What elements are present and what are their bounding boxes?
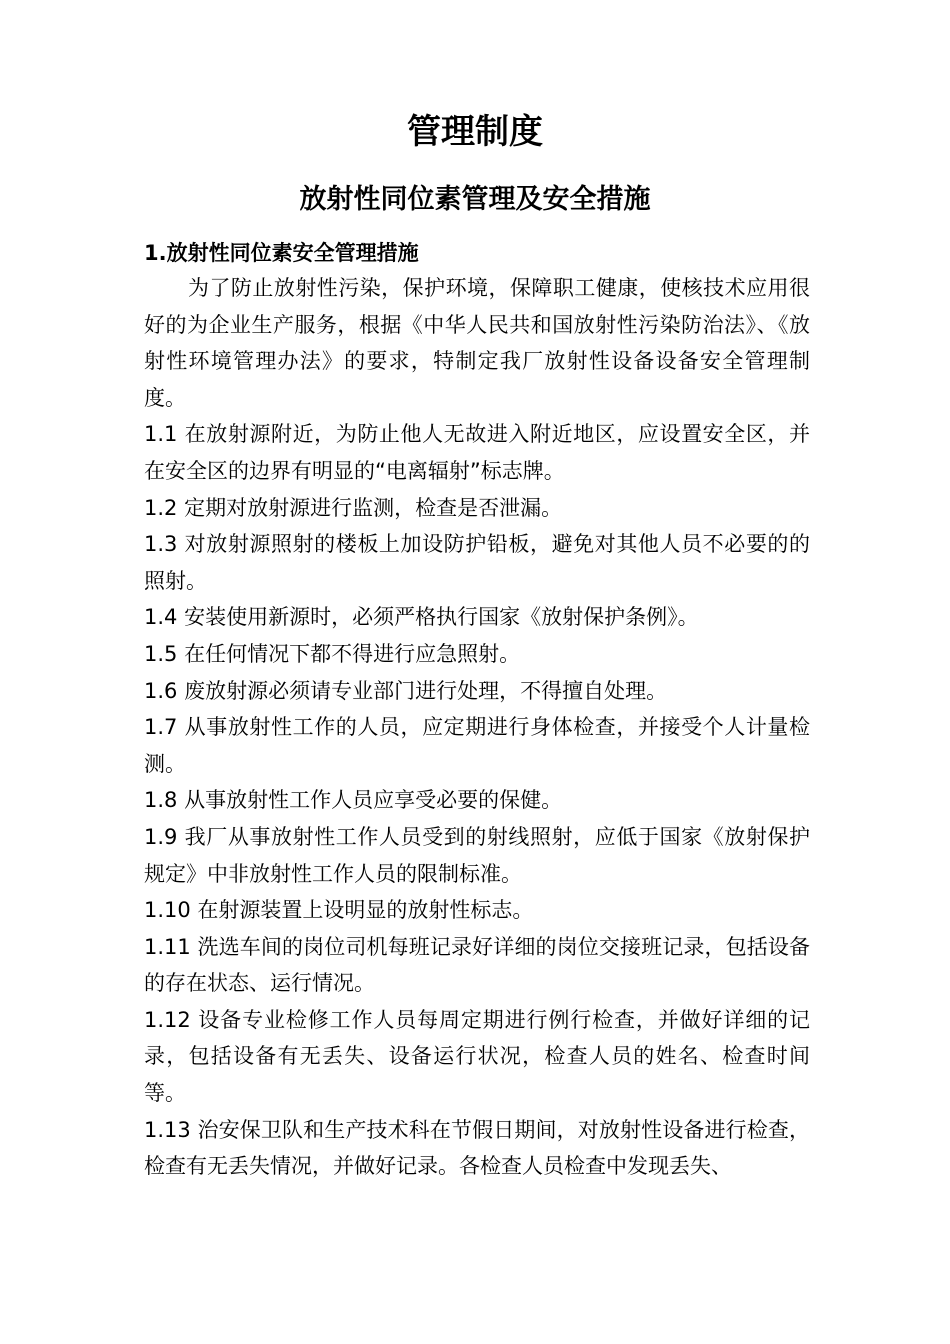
list-item: 1.1 在放射源附近，为防止他人无故进入附近地区，应设置安全区，并在安全区的边界有明显的“电离辐射”标志牌。 — [144, 422, 810, 483]
list-item: 1.9 我厂从事放射性工作人员受到的射线照射，应低于国家《放射保护规定》中非放射性工作人员的限制标准。 — [144, 824, 810, 886]
list-item: 1.3 对放射源照射的楼板上加设防护铅板，避免对其他人员不必要的的照射。 — [144, 532, 810, 593]
list-item: 1.8 从事放射性工作人员应享受必要的保健。 — [144, 788, 563, 813]
list-item: 1.10 在射源装置上设明显的放射性标志。 — [144, 898, 534, 923]
section-heading: 1.放射性同位素安全管理措施 — [144, 241, 419, 265]
list-item: 1.4 安装使用新源时，必须严格执行国家《放射保护条例》。 — [144, 605, 699, 630]
list-item: 1.5 在任何情况下都不得进行应急照射。 — [144, 641, 521, 666]
document-body — [144, 236, 810, 1185]
list-item: 1.12 设备专业检修工作人员每周定期进行例行检查，并做好详细的记录，包括设备有无丢失、设备运行状况，检查人员的姓名、检查时间等。 — [144, 1007, 810, 1106]
document-subtitle: 放射性同位素管理及安全措施 — [299, 184, 651, 215]
list-item: 1.13 治安保卫队和生产技术科在节假日期间，对放射性设备进行检查，检查有无丢失情况，并做好记录。各检查人员检查中发现丢失、 — [144, 1117, 810, 1179]
list-item: 1.11 洗选车间的岗位司机每班记录好详细的岗位交接班记录，包括设备的存在状态、运行情况。 — [144, 934, 810, 996]
document-title: 管理制度 — [407, 112, 543, 152]
list-item: 1.2 定期对放射源进行监测，检查是否泄漏。 — [144, 495, 563, 520]
list-item: 1.7 从事放射性工作的人员，应定期进行身体检查，并接受个人计量检测。 — [144, 715, 810, 776]
list-item: 1.6 废放射源必须请专业部门进行处理，不得擅自处理。 — [144, 678, 668, 703]
intro-paragraph: 为了防止放射性污染，保护环境，保障职工健康，使核技术应用很好的为企业生产服务，根据《中华人民共和国放射性污染防治法》、《放射性环境管理办法》的要求，特制定我厂放射性设备设备安全管理制度。 — [144, 276, 810, 410]
